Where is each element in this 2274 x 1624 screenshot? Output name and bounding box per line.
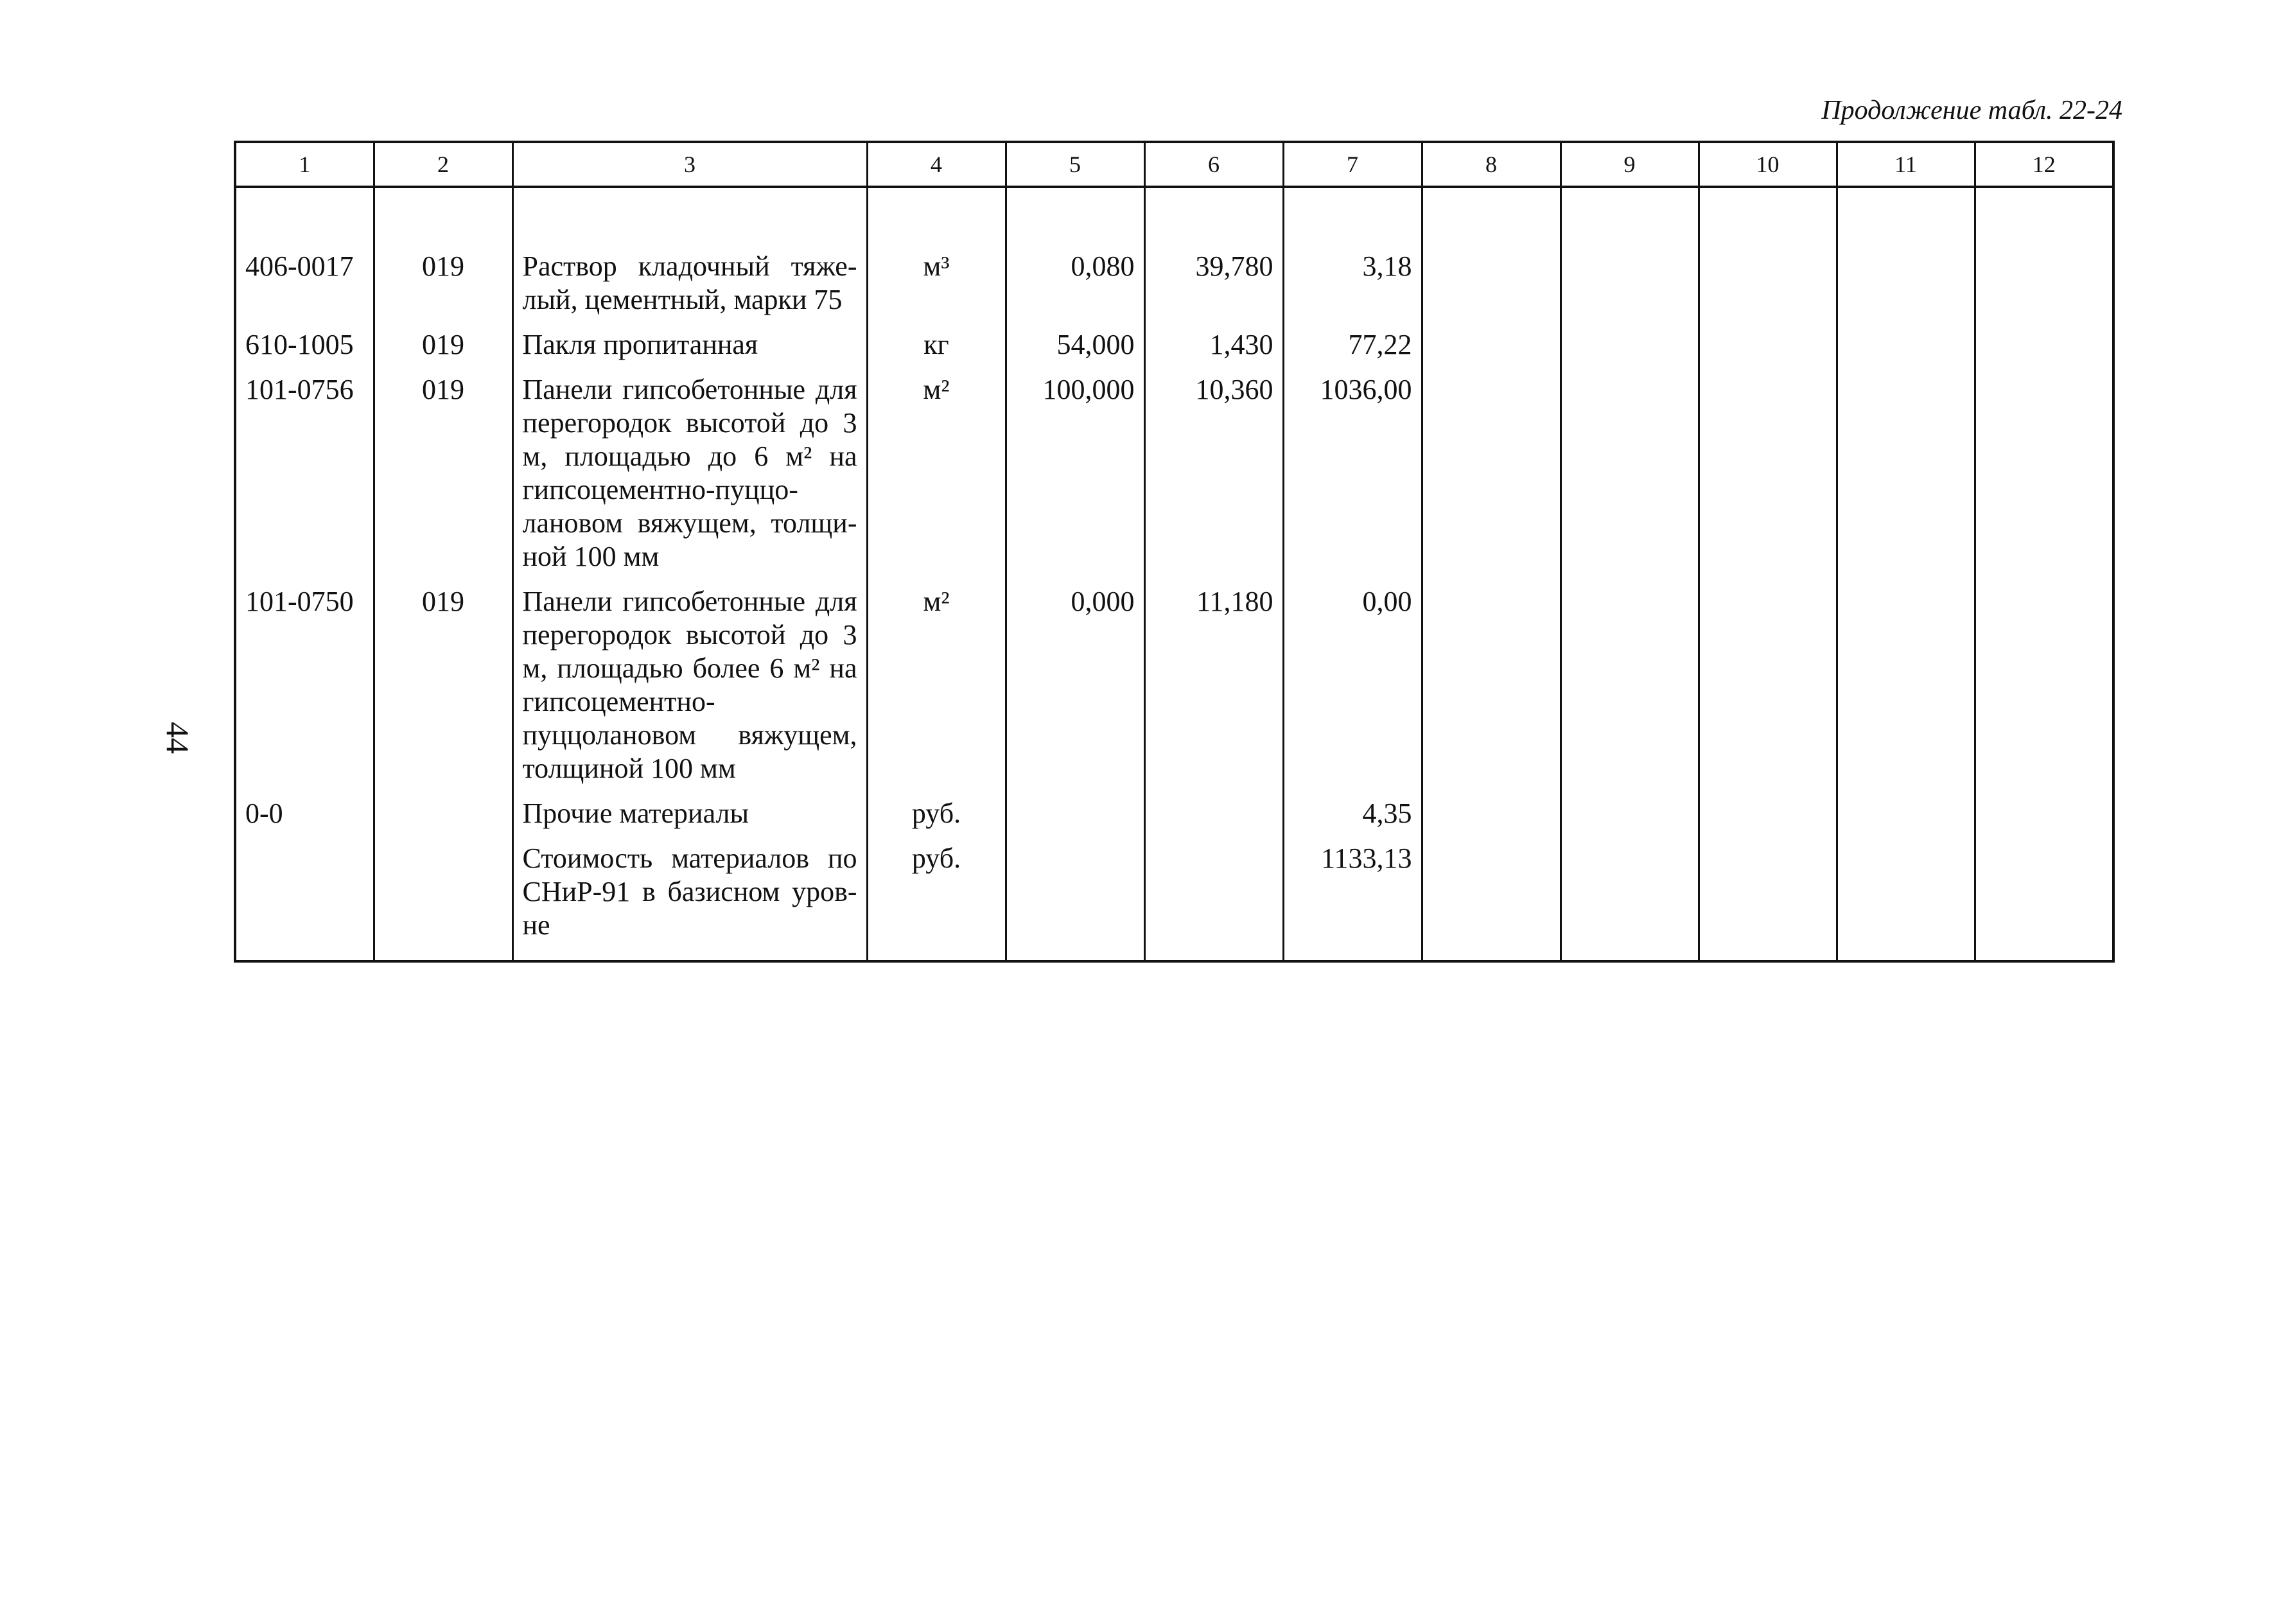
unit: руб.: [867, 797, 1006, 842]
column-header: 5: [1006, 142, 1144, 187]
group-code: 019: [374, 187, 512, 328]
resource-code: 406-0017: [235, 187, 374, 328]
material-name: Стоимость материалов по СНиР-91 в базисном уров-не: [512, 842, 867, 961]
empty-cell: [1975, 797, 2113, 842]
empty-cell: [1975, 373, 2113, 585]
column-header: 10: [1699, 142, 1837, 187]
materials-table: [234, 141, 2115, 963]
column-header: 7: [1283, 142, 1422, 187]
column-number-row: [235, 142, 2113, 187]
material-name: Раствор кладочный тяже-лый, цементный, марки 75: [512, 187, 867, 328]
empty-cell: [1699, 187, 1837, 328]
material-name: Панели гипсобетонные для перегородок высотой до 3 м, площадью до 6 м² на гипсоцементно-пуццо-лановом вяжущем, толщи-ной 100 мм: [512, 373, 867, 585]
total-cost: 1133,13: [1283, 842, 1422, 961]
empty-cell: [1837, 373, 1975, 585]
group-code: 019: [374, 328, 512, 373]
empty-cell: [1699, 328, 1837, 373]
total-cost: 4,35: [1283, 797, 1422, 842]
column-header: 2: [374, 142, 512, 187]
unit: кг: [867, 328, 1006, 373]
empty-cell: [1699, 373, 1837, 585]
resource-code: 101-0756: [235, 373, 374, 585]
empty-cell: [1561, 797, 1699, 842]
empty-cell: [1422, 585, 1561, 797]
material-name: Пакля пропитанная: [512, 328, 867, 373]
unit-price: [1144, 797, 1283, 842]
column-header: 8: [1422, 142, 1561, 187]
column-header: 1: [235, 142, 374, 187]
empty-cell: [1837, 842, 1975, 961]
page-number: 44: [160, 722, 196, 754]
material-name: Панели гипсобетонные для перегородок высотой до 3 м, площадью более 6 м² на гипсоцементно-пуццолановом вяжущем, толщиной 100 мм: [512, 585, 867, 797]
empty-cell: [1975, 328, 2113, 373]
quantity: [1006, 797, 1144, 842]
empty-cell: [1837, 585, 1975, 797]
group-code: 019: [374, 373, 512, 585]
column-header: 9: [1561, 142, 1699, 187]
empty-cell: [1975, 585, 2113, 797]
total-cost: 0,00: [1283, 585, 1422, 797]
unit-price: 39,780: [1144, 187, 1283, 328]
group-code: 019: [374, 585, 512, 797]
column-header: 12: [1975, 142, 2113, 187]
empty-cell: [1422, 373, 1561, 585]
unit-price: 1,430: [1144, 328, 1283, 373]
quantity: 0,080: [1006, 187, 1144, 328]
unit: м²: [867, 585, 1006, 797]
quantity: 100,000: [1006, 373, 1144, 585]
resource-code: 101-0750: [235, 585, 374, 797]
empty-cell: [1561, 842, 1699, 961]
unit: м²: [867, 373, 1006, 585]
empty-cell: [1422, 797, 1561, 842]
resource-code: 610-1005: [235, 328, 374, 373]
quantity: [1006, 842, 1144, 961]
unit: м³: [867, 187, 1006, 328]
empty-cell: [1561, 585, 1699, 797]
empty-cell: [1837, 328, 1975, 373]
group-code: [374, 797, 512, 842]
empty-cell: [1422, 328, 1561, 373]
unit-price: 10,360: [1144, 373, 1283, 585]
empty-cell: [1422, 842, 1561, 961]
table-row: [235, 373, 2113, 585]
empty-cell: [1699, 797, 1837, 842]
empty-cell: [1699, 842, 1837, 961]
total-cost: 77,22: [1283, 328, 1422, 373]
column-header: 6: [1144, 142, 1283, 187]
unit: руб.: [867, 842, 1006, 961]
empty-cell: [1699, 585, 1837, 797]
unit-price: 11,180: [1144, 585, 1283, 797]
quantity: 54,000: [1006, 328, 1144, 373]
column-header: 4: [867, 142, 1006, 187]
table-row: [235, 187, 2113, 328]
empty-cell: [1561, 187, 1699, 328]
total-cost: 3,18: [1283, 187, 1422, 328]
column-header: 11: [1837, 142, 1975, 187]
empty-cell: [1422, 187, 1561, 328]
empty-cell: [1837, 797, 1975, 842]
empty-cell: [1837, 187, 1975, 328]
total-cost: 1036,00: [1283, 373, 1422, 585]
empty-cell: [1561, 373, 1699, 585]
column-header: 3: [512, 142, 867, 187]
group-code: [374, 842, 512, 961]
table-row: [235, 328, 2113, 373]
quantity: 0,000: [1006, 585, 1144, 797]
table-continuation-caption: Продолжение табл. 22-24: [1821, 96, 2122, 125]
empty-cell: [1561, 328, 1699, 373]
resource-code: 0-0: [235, 797, 374, 842]
unit-price: [1144, 842, 1283, 961]
empty-cell: [1975, 842, 2113, 961]
resource-code: [235, 842, 374, 961]
table-row: [235, 797, 2113, 842]
table-row: [235, 842, 2113, 961]
table-row: [235, 585, 2113, 797]
empty-cell: [1975, 187, 2113, 328]
material-name: Прочие материалы: [512, 797, 867, 842]
